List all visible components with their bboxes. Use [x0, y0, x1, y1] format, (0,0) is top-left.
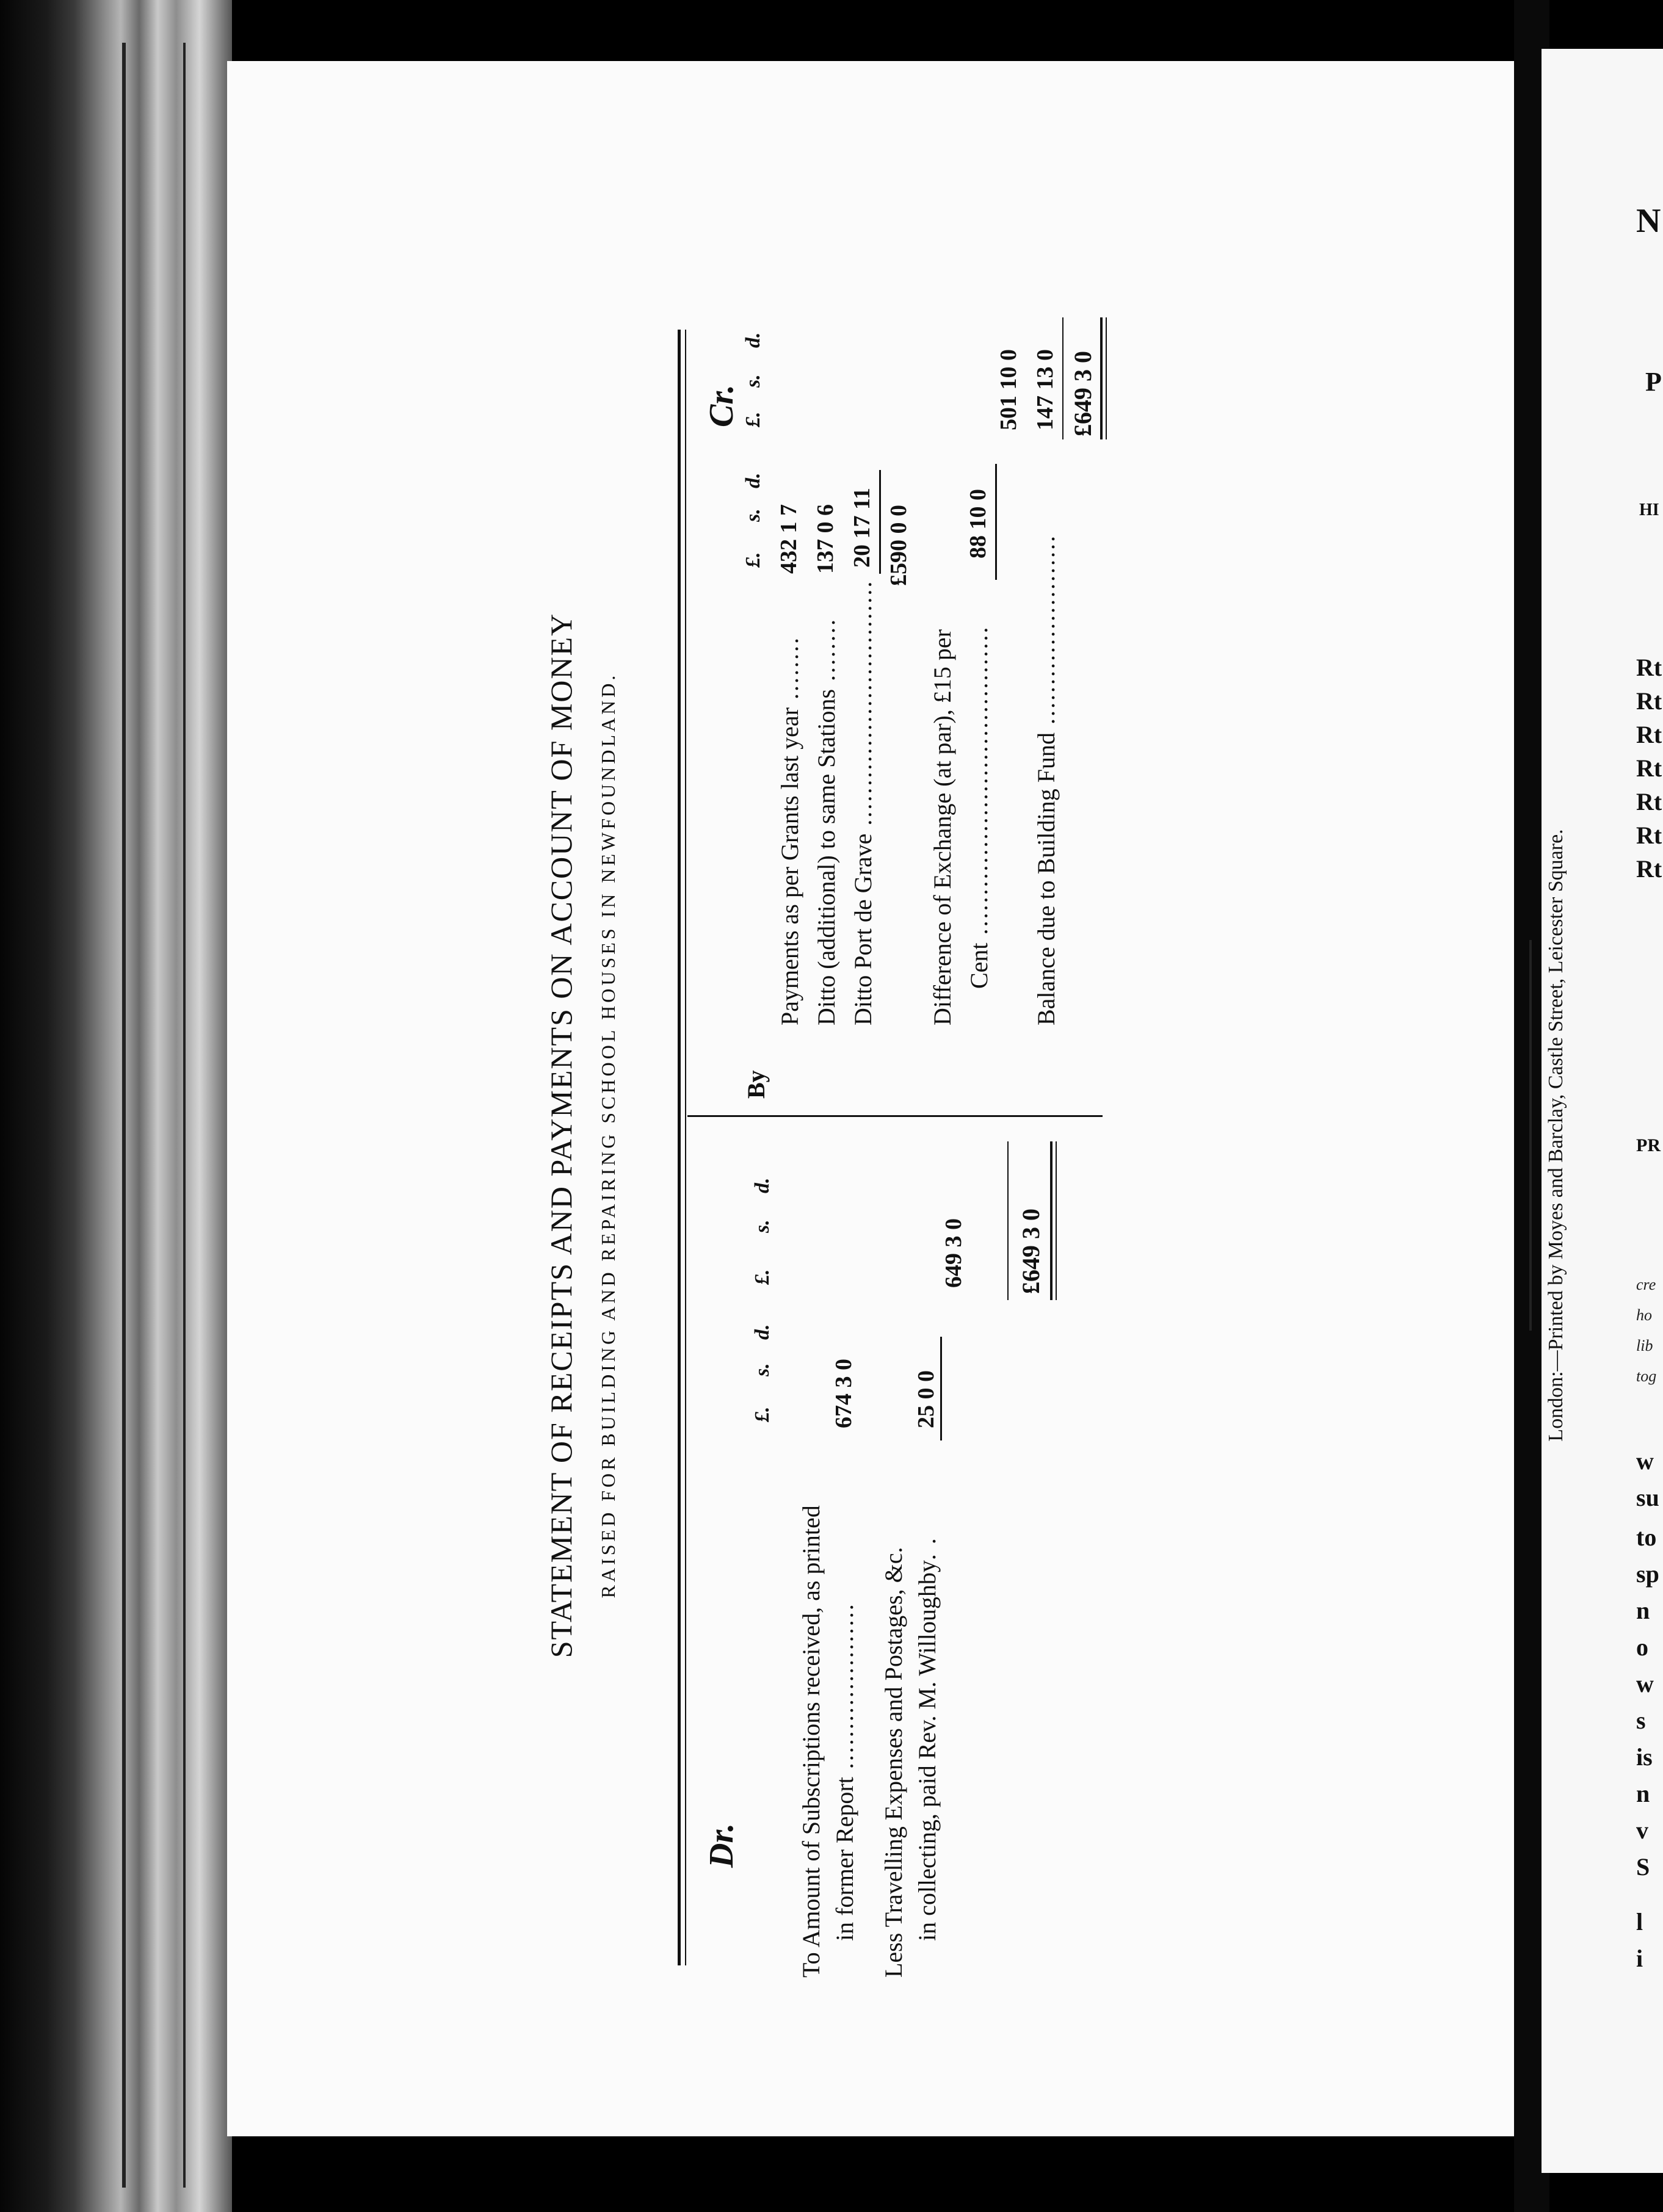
right-page-fragment: Rt: [1636, 754, 1662, 782]
right-page-fragment: Rt: [1636, 855, 1662, 883]
right-page-fragment: lib: [1636, 1337, 1653, 1354]
dot-leader: ........................: [1032, 534, 1060, 733]
cr-total-rule-bottom-2: [1106, 317, 1107, 439]
dot-leader: . .: [913, 1536, 941, 1561]
dr-total-rule-bottom-2: [1056, 1141, 1057, 1300]
cr-line1: Payments as per Grants last year: [776, 707, 803, 1025]
cr-unit-shilling-2: s.: [742, 374, 764, 388]
right-page-fragment: s: [1636, 1707, 1646, 1734]
right-page-fragment: PR: [1636, 1135, 1661, 1155]
right-page-fragment: v: [1636, 1816, 1648, 1844]
right-page-fragment: cre: [1636, 1276, 1656, 1293]
right-page-fragment: sp: [1636, 1560, 1659, 1588]
dr-total-rule-bottom: [1050, 1141, 1053, 1300]
cr-col2-b: 147 13 0: [1032, 349, 1058, 430]
right-page-fragment: w: [1636, 1670, 1654, 1697]
dr-line1b: in former Report: [831, 1777, 858, 1941]
right-page-fragment: n: [1636, 1780, 1650, 1807]
cr-col2-a: 501 10 0: [996, 349, 1021, 430]
dr-line1: To Amount of Subscriptions received, as printed: [797, 1505, 825, 1978]
dot-leader: .......................................: [965, 625, 993, 943]
cr-total: £649 3 0: [1069, 351, 1096, 436]
cr-unit-pence-2: d.: [742, 332, 764, 348]
cr-sub-amount: £590 0 0: [886, 505, 911, 586]
cr-sub-rule: [879, 470, 881, 574]
dr-line2-amount: 25 0 0: [913, 1370, 939, 1428]
cr-total-rule-bottom: [1100, 317, 1103, 439]
cr-unit-pence: d.: [742, 472, 764, 488]
dot-leader: ........: [813, 617, 840, 689]
right-page-fragment: Rt: [1636, 654, 1662, 681]
right-page-fragment: to: [1636, 1523, 1657, 1551]
cr-line4-amount: 88 10 0: [965, 489, 991, 558]
right-page-fragment: Rt: [1636, 721, 1662, 748]
dr-unit-pound-2: £.: [751, 1269, 774, 1285]
dr-total-rule-top: [1007, 1141, 1009, 1300]
right-page-fragment: HI: [1639, 501, 1659, 519]
right-page-fragment: N: [1636, 202, 1661, 240]
dot-leader: ...............................: [849, 579, 877, 834]
cr-heading: Cr.: [703, 384, 741, 427]
dr-unit-shilling: s.: [751, 1363, 774, 1376]
cr-line4b: Cent: [965, 942, 993, 989]
statement-subtitle: RAISED FOR BUILDING AND REPAIRING SCHOOL HOUSES IN NEWFOUNDLAND.: [597, 672, 619, 1599]
dr-line2b: in collecting, paid Rev. M. Willoughby: [913, 1560, 941, 1941]
dr-sum-rule: [940, 1337, 942, 1440]
center-divider: [687, 1115, 1103, 1117]
right-page-fragment: o: [1636, 1633, 1648, 1661]
right-page-fragment: S: [1636, 1853, 1650, 1881]
cr-line1-amount: 432 1 7: [776, 504, 802, 574]
cr-by: By: [742, 1070, 770, 1099]
right-page-fragment: ho: [1636, 1306, 1652, 1324]
page-edge-line: [183, 43, 186, 2188]
dr-unit-pence: d.: [751, 1324, 774, 1340]
cr-line3: Ditto Port de Grave: [849, 833, 877, 1025]
cr-unit-pound: £.: [742, 552, 764, 568]
cr-sum-rule: [995, 464, 997, 580]
dr-line1-amount: 674 3 0: [831, 1359, 857, 1428]
printer-imprint: London:—Printed by Moyes and Barclay, Castle Street, Leicester Square.: [1545, 829, 1567, 1442]
cr-unit-pound-2: £.: [742, 411, 764, 427]
cr-line2-amount: 137 0 6: [813, 504, 838, 574]
page-edge-line: [122, 43, 126, 2188]
dr-unit-pence-2: d.: [751, 1177, 774, 1193]
dot-leader: .....................: [831, 1602, 858, 1777]
cr-unit-shilling: s.: [742, 508, 764, 522]
cr-line5: Balance due to Building Fund: [1032, 732, 1060, 1025]
right-page-fragment: l: [1636, 1908, 1643, 1936]
dr-unit-shilling-2: s.: [751, 1220, 774, 1233]
book-binding-edge: [0, 0, 232, 2212]
right-page-fragment: Rt: [1636, 687, 1662, 715]
dr-heading: Dr.: [703, 1823, 741, 1868]
rotated-statement: [543, 73, 1663, 1990]
right-page-fragment: Rt: [1636, 788, 1662, 815]
right-page-fragment: is: [1636, 1743, 1653, 1771]
right-page-fragment: P: [1645, 367, 1662, 397]
dot-leader: ........: [776, 636, 803, 708]
dr-total: £649 3 0: [1017, 1209, 1045, 1294]
top-rule: [678, 330, 681, 1965]
right-page-fragment: tog: [1636, 1367, 1657, 1385]
dr-net-amount: 649 3 0: [941, 1218, 966, 1288]
right-page-fragment: n: [1636, 1597, 1650, 1624]
right-page-fragment: su: [1636, 1484, 1659, 1511]
dr-line2: Less Travelling Expenses and Postages, &c.: [880, 1547, 907, 1978]
dr-unit-pound: £.: [751, 1406, 774, 1422]
imprint-rule: [1529, 940, 1532, 1331]
cr-line4: Difference of Exchange (at par), £15 per: [929, 629, 956, 1025]
right-page-fragment: i: [1636, 1945, 1643, 1972]
top-rule-thin: [685, 330, 686, 1965]
right-page-fragment: Rt: [1636, 822, 1662, 849]
statement-title: STATEMENT OF RECEIPTS AND PAYMENTS ON ACCOUNT OF MONEY: [544, 612, 578, 1658]
cr-line2: Ditto (additional) to same Stations: [813, 689, 840, 1025]
cr-total-rule-top: [1062, 317, 1063, 439]
right-page-fragment: w: [1636, 1447, 1654, 1475]
cr-line3-amount: 20 17 11: [849, 488, 875, 568]
